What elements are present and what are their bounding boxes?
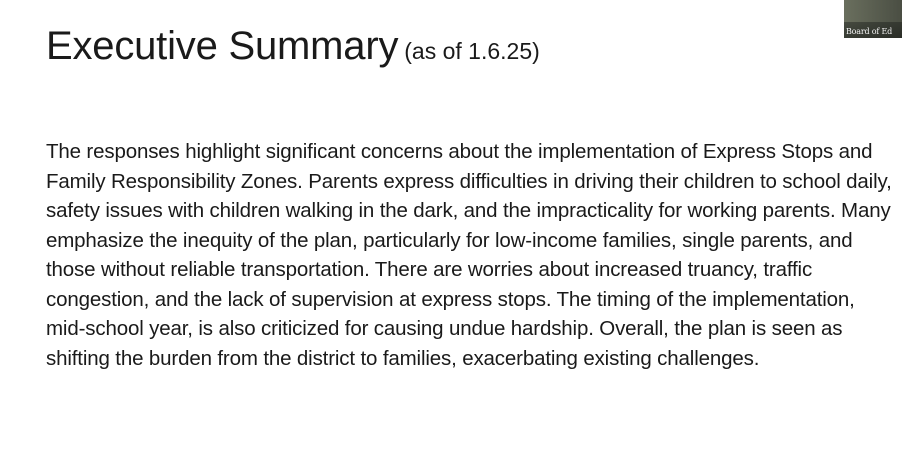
slide-title (46, 26, 540, 66)
slide-title-text: Executive Summary (46, 24, 399, 68)
executive-summary-body: The responses highlight significant concerns about the implementation of Express Stops and Family Responsibility Zones. Parents express difficulties in driving their children to school daily, safety issues with children walking in the dark, and the impracticality for working parents. Many emphasize the inequity of the plan, particularly for low-income families, single parents, and those without reliable transportation. There are worries about increased truancy, traffic congestion, and the lack of supervision at express stops. The timing of the implementation, mid-school year, is also criticized for causing undue hardship. Overall, the plan is seen as shifting the burden from the district to families, exacerbating existing challenges. (46, 140, 892, 370)
slide-subtitle-date: (as of 1.6.25) (404, 38, 540, 64)
participant-video-thumbnail[interactable] (844, 0, 902, 38)
participant-name-label: Board of Ed (846, 27, 893, 36)
